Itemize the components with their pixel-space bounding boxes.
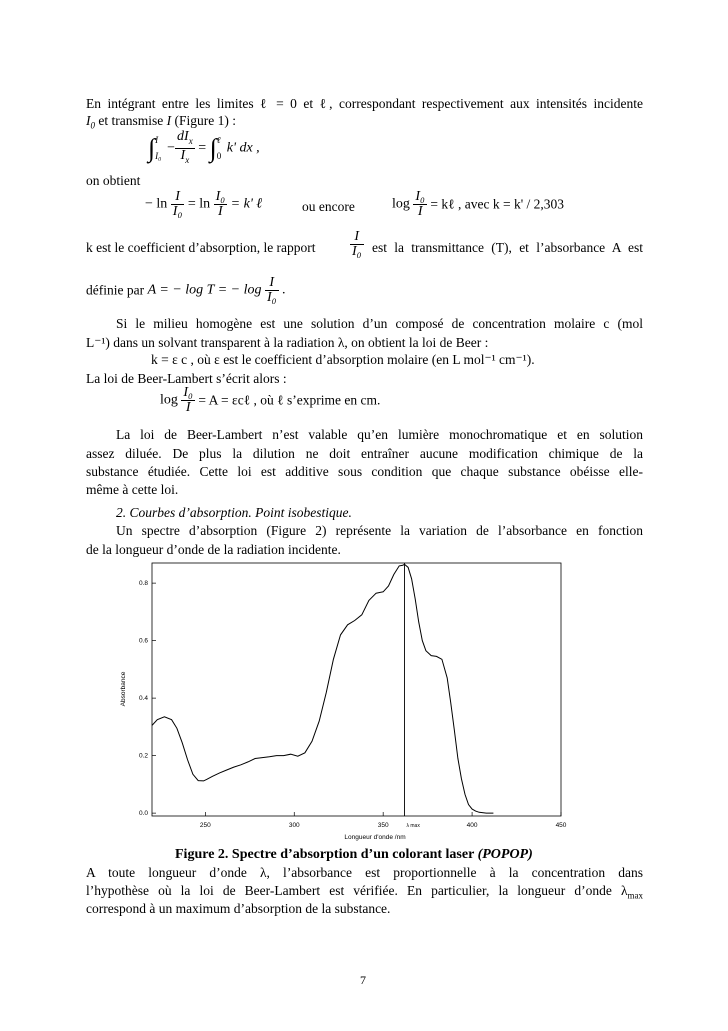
y-tick-label: 0.4 <box>138 695 148 703</box>
equation-rhs: k' dx , <box>226 140 260 156</box>
figure-caption: Figure 2. Spectre d’absorption d’un colorant laser (POPOP) <box>175 847 533 862</box>
equation-beer-lambert: log $\frac{\text{I₀}}{I}$ = A = εcℓ , où ℓ s’exprime en cm. <box>160 385 381 415</box>
paragraph-line: de la longueur d’onde de la radiation incidente. <box>86 542 341 557</box>
paragraph-line: Un spectre d’absorption (Figure 2) représente la variation de l’absorbance en fonction <box>116 523 643 538</box>
section-heading: 2. Courbes d’absorption. Point isobestique. <box>116 505 352 520</box>
fraction: $\frac{\text{I₀}}{I}$ <box>215 189 226 219</box>
absorption-spectrum-chart <box>110 556 567 846</box>
y-axis-label: Absorbance <box>120 671 127 707</box>
x-tick-label: 450 <box>555 822 567 829</box>
fraction: $\frac{I}{\text{I₀}}$ <box>172 189 183 219</box>
symbol-i: I <box>166 113 172 128</box>
fraction: $\frac{I}{\text{I₀}}$ <box>352 229 362 259</box>
paragraph-line: Si le milieu homogène est une solution d’un composé de concentration molaire c (mol <box>116 316 643 331</box>
paragraph-line <box>86 113 236 131</box>
equation-log-k: log $\frac{\text{I₀}}{I}$ = kℓ , avec k = k' / 2,303 <box>392 189 565 219</box>
paragraph-line: La loi de Beer-Lambert s’écrit alors : <box>86 371 287 386</box>
fraction: $\frac{I}{\text{I₀}}$ <box>267 275 277 305</box>
x-tick-label: 250 <box>199 822 211 829</box>
x-axis-label: Longueur d'onde /nm <box>344 834 406 841</box>
subscript: 0 <box>90 120 95 131</box>
plot-frame <box>152 563 561 816</box>
paragraph-line: k est le coefficient d’absorption, le rapport <box>86 240 316 255</box>
fraction: $\frac{\text{I₀}}{I}$ <box>183 385 193 415</box>
paragraph-line: En intégrant entre les limites ℓ = 0 et ℓ, correspondant respectivement aux intensités incidente <box>86 96 643 111</box>
paragraph-line: La loi de Beer-Lambert n’est valable qu’en lumière monochromatique et en solution <box>116 427 643 442</box>
paragraph-line: même à cette loi. <box>86 482 179 497</box>
equation-logarithm: − ln $\frac{I}{\text{I₀}}$ = ln $\frac{\text{I₀}}{I}$ = k' ℓ <box>145 189 263 219</box>
symbol-i0: I <box>86 113 91 128</box>
paragraph-line: L⁻¹) dans un solvant transparent à la radiation λ, on obtient la loi de Beer : <box>86 335 489 350</box>
y-tick-label: 0.0 <box>138 810 148 818</box>
integral-sign: ∫ <box>209 133 217 163</box>
paragraph-line: est la transmittance (T), et l’absorbance A est <box>372 240 643 255</box>
paragraph-line: k = ε c , où ε est le coefficient d’absorption molaire (en L mol⁻¹ cm⁻¹). <box>151 352 535 367</box>
y-tick-label: 0.2 <box>138 752 148 760</box>
equation-integral: ∫ I I₀ − $\frac{dI_x}{I_x}$ = ∫ ℓ 0 k' dx , <box>148 129 260 165</box>
integral-limits: ℓ 0 <box>216 135 222 162</box>
x-tick-label: 350 <box>377 822 389 829</box>
paragraph-line: l’hypothèse où la loi de Beer-Lambert est vérifiée. En particulier, la longueur d’onde $\lambda_{max}$ <box>86 883 643 901</box>
paragraph-line: assez diluée. De plus la dilution ne doit entraîner aucune modification chimique de la <box>86 446 643 461</box>
x-tick-label: 400 <box>466 822 478 829</box>
text-fragment: (Figure 1) : <box>171 113 236 128</box>
y-tick-label: 0.6 <box>138 637 148 645</box>
integral-limits: I I₀ <box>155 135 162 162</box>
paragraph-line: on obtient <box>86 173 141 188</box>
x-tick-label: 300 <box>288 822 300 829</box>
fraction: $\frac{dI_x}{I_x}$ <box>177 129 193 165</box>
fraction: $\frac{\text{I₀}}{I}$ <box>415 189 425 219</box>
page-number: 7 <box>360 973 366 987</box>
text-fragment: ou encore <box>302 199 355 214</box>
paragraph-line: substance étudiée. Cette loi est additive sous condition que chaque substance obéisse elle- <box>86 464 643 479</box>
paragraph-line: correspond à un maximum d’absorption de la substance. <box>86 901 391 916</box>
series-line <box>152 564 493 813</box>
paragraph-line: A toute longueur d’onde λ, l’absorbance est proportionnelle à la concentration dans <box>86 865 643 880</box>
equation-absorbance: définie par A = − log T = − log $\frac{I}{\text{I₀}}$ . <box>86 275 286 305</box>
lambda-max-label: λ max <box>406 823 420 829</box>
y-tick-label: 0.8 <box>138 580 148 588</box>
integral-sign: ∫ <box>148 133 156 163</box>
text-fragment: et transmise <box>95 113 167 128</box>
